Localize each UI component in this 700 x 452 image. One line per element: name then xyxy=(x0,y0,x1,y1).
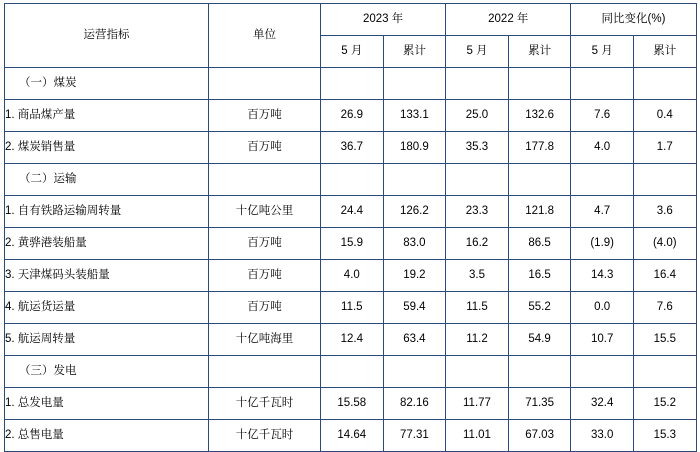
row-value: 3.5 xyxy=(446,260,509,292)
table-row xyxy=(5,100,697,132)
row-value: 67.03 xyxy=(508,420,571,452)
row-value xyxy=(383,164,446,196)
row-value: 23.3 xyxy=(446,196,509,228)
table-header xyxy=(5,4,697,68)
header-unit: 单位 xyxy=(209,4,321,68)
row-value: 11.01 xyxy=(446,420,509,452)
row-value xyxy=(571,356,634,388)
row-value xyxy=(633,164,696,196)
row-unit xyxy=(209,68,321,100)
table-row xyxy=(5,228,697,260)
row-value: 11.5 xyxy=(446,292,509,324)
row-value: 16.5 xyxy=(508,260,571,292)
row-value xyxy=(446,164,509,196)
row-value: 177.8 xyxy=(508,132,571,164)
row-value xyxy=(446,356,509,388)
row-value xyxy=(383,68,446,100)
row-metric-label: 1. 总发电量 xyxy=(5,388,209,420)
row-metric-label: 2. 总售电量 xyxy=(5,420,209,452)
row-unit: 百万吨 xyxy=(209,228,321,260)
row-value: (1.9) xyxy=(571,228,634,260)
table-row xyxy=(5,196,697,228)
row-unit: 十亿吨公里 xyxy=(209,196,321,228)
table-row xyxy=(5,164,697,196)
row-value: 180.9 xyxy=(383,132,446,164)
row-value: 3.6 xyxy=(633,196,696,228)
row-value: 4.0 xyxy=(571,132,634,164)
row-value: 19.2 xyxy=(383,260,446,292)
row-unit: 百万吨 xyxy=(209,260,321,292)
operating-data-table xyxy=(4,3,697,452)
row-value: 59.4 xyxy=(383,292,446,324)
row-value: 14.3 xyxy=(571,260,634,292)
header-yoy-ytd: 累计 xyxy=(633,36,696,68)
row-value xyxy=(571,68,634,100)
report-sheet xyxy=(0,3,700,444)
row-metric-label: 1. 商品煤产量 xyxy=(5,100,209,132)
row-value: 4.7 xyxy=(571,196,634,228)
row-value: 11.5 xyxy=(321,292,384,324)
table-row xyxy=(5,420,697,452)
table-row xyxy=(5,132,697,164)
row-value xyxy=(383,356,446,388)
row-value xyxy=(321,356,384,388)
table-row xyxy=(5,68,697,100)
row-value: 11.2 xyxy=(446,324,509,356)
row-value: 55.2 xyxy=(508,292,571,324)
row-value: 7.6 xyxy=(633,292,696,324)
header-2022-ytd: 累计 xyxy=(508,36,571,68)
row-value: 82.16 xyxy=(383,388,446,420)
row-value xyxy=(321,164,384,196)
row-value: 83.0 xyxy=(383,228,446,260)
header-yoy-may: 5 月 xyxy=(571,36,634,68)
row-value: 121.8 xyxy=(508,196,571,228)
row-value xyxy=(508,68,571,100)
table-row xyxy=(5,260,697,292)
row-value: 4.0 xyxy=(321,260,384,292)
row-unit xyxy=(209,164,321,196)
row-value xyxy=(321,68,384,100)
row-unit: 十亿千瓦时 xyxy=(209,388,321,420)
row-value: 15.9 xyxy=(321,228,384,260)
header-group-2022: 2022 年 xyxy=(446,4,571,36)
row-value: (4.0) xyxy=(633,228,696,260)
row-value: 35.3 xyxy=(446,132,509,164)
row-value: 15.3 xyxy=(633,420,696,452)
row-value: 1.7 xyxy=(633,132,696,164)
row-value: 32.4 xyxy=(571,388,634,420)
row-metric-label: 4. 航运货运量 xyxy=(5,292,209,324)
row-value: 10.7 xyxy=(571,324,634,356)
row-value xyxy=(571,164,634,196)
row-metric-label: 2. 煤炭销售量 xyxy=(5,132,209,164)
table-row xyxy=(5,388,697,420)
row-unit: 百万吨 xyxy=(209,292,321,324)
row-value: 16.2 xyxy=(446,228,509,260)
header-metric: 运营指标 xyxy=(5,4,209,68)
row-value: 54.9 xyxy=(508,324,571,356)
row-value: 15.58 xyxy=(321,388,384,420)
row-value: 86.5 xyxy=(508,228,571,260)
row-value: 12.4 xyxy=(321,324,384,356)
row-section-label: （三）发电 xyxy=(5,356,209,388)
row-value: 71.35 xyxy=(508,388,571,420)
row-value: 77.31 xyxy=(383,420,446,452)
row-value: 26.9 xyxy=(321,100,384,132)
row-metric-label: 5. 航运周转量 xyxy=(5,324,209,356)
row-value: 16.4 xyxy=(633,260,696,292)
row-metric-label: 1. 自有铁路运输周转量 xyxy=(5,196,209,228)
row-value: 14.64 xyxy=(321,420,384,452)
row-value xyxy=(508,356,571,388)
row-value: 25.0 xyxy=(446,100,509,132)
row-value: 63.4 xyxy=(383,324,446,356)
row-value: 11.77 xyxy=(446,388,509,420)
row-section-label: （一）煤炭 xyxy=(5,68,209,100)
row-value: 7.6 xyxy=(571,100,634,132)
row-value: 133.1 xyxy=(383,100,446,132)
row-value xyxy=(446,68,509,100)
header-2022-may: 5 月 xyxy=(446,36,509,68)
row-section-label: （二）运输 xyxy=(5,164,209,196)
row-value: 15.5 xyxy=(633,324,696,356)
row-metric-label: 2. 黄骅港装船量 xyxy=(5,228,209,260)
table-body xyxy=(5,68,697,452)
header-group-yoy: 同比变化(%) xyxy=(571,4,696,36)
row-unit: 十亿千瓦时 xyxy=(209,420,321,452)
row-unit: 百万吨 xyxy=(209,132,321,164)
row-value: 132.6 xyxy=(508,100,571,132)
header-2023-may: 5 月 xyxy=(321,36,384,68)
row-value: 15.2 xyxy=(633,388,696,420)
header-group-2023: 2023 年 xyxy=(321,4,446,36)
row-metric-label: 3. 天津煤码头装船量 xyxy=(5,260,209,292)
row-value: 0.0 xyxy=(571,292,634,324)
table-header-row-groups xyxy=(5,4,697,36)
table-row xyxy=(5,324,697,356)
table-row xyxy=(5,292,697,324)
row-unit xyxy=(209,356,321,388)
row-value: 36.7 xyxy=(321,132,384,164)
row-unit: 十亿吨海里 xyxy=(209,324,321,356)
row-value xyxy=(633,356,696,388)
row-value: 126.2 xyxy=(383,196,446,228)
row-value xyxy=(633,68,696,100)
row-value: 24.4 xyxy=(321,196,384,228)
row-value: 33.0 xyxy=(571,420,634,452)
header-2023-ytd: 累计 xyxy=(383,36,446,68)
table-row xyxy=(5,356,697,388)
row-value xyxy=(508,164,571,196)
row-value: 0.4 xyxy=(633,100,696,132)
row-unit: 百万吨 xyxy=(209,100,321,132)
